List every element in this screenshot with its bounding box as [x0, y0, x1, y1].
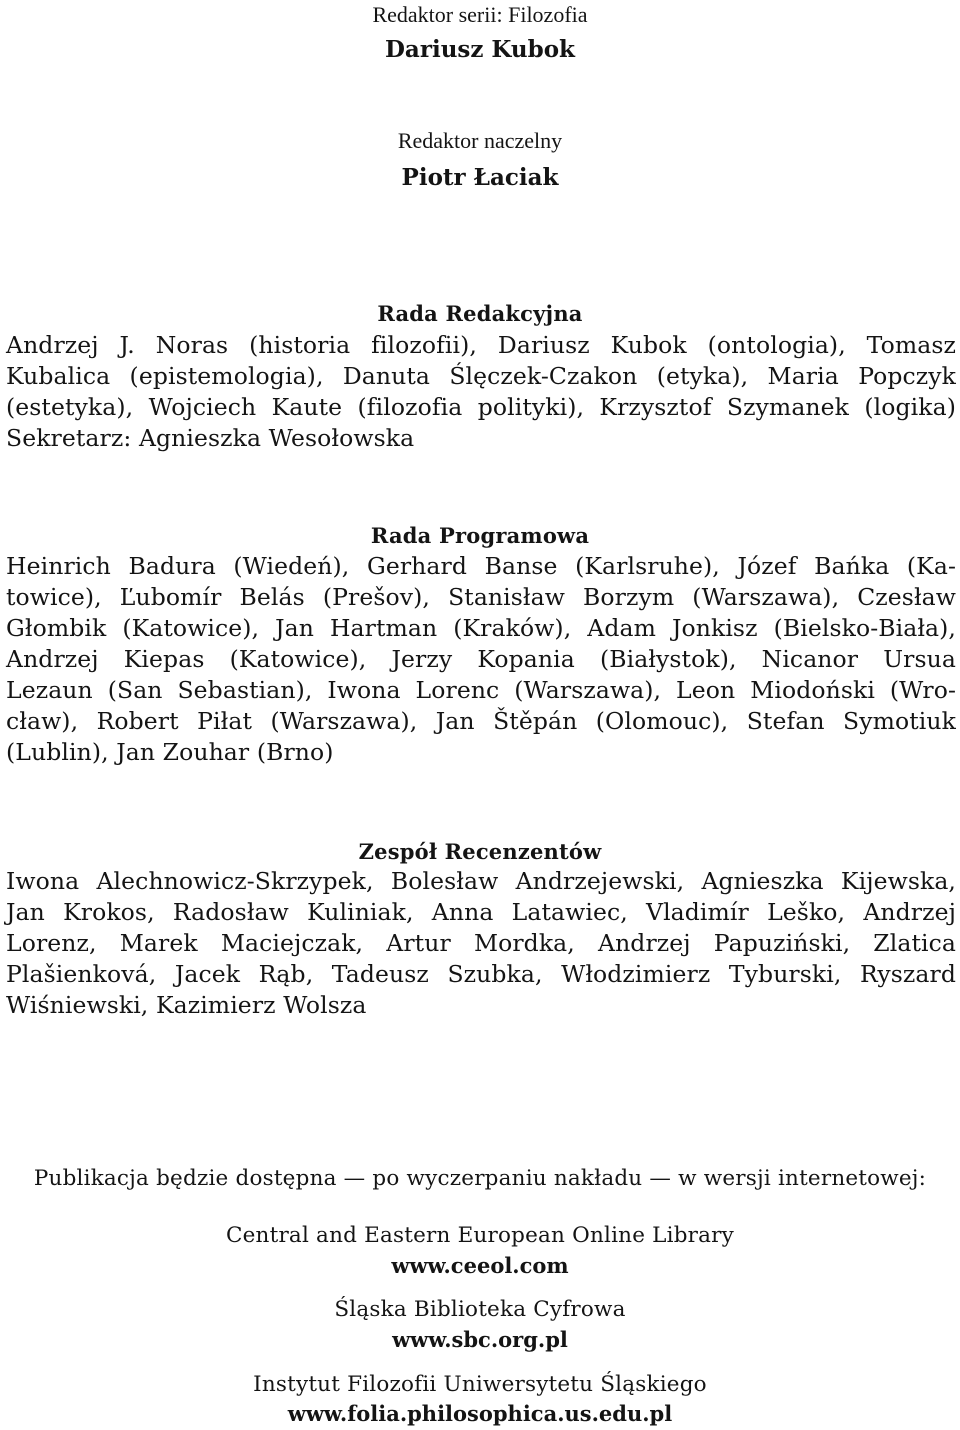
source-name-sbc: Śląska Biblioteka Cyfrowa	[334, 1297, 626, 1322]
editorial-board-line: (estetyka), Wojciech Kaute (filozofia polityki), Krzysztof Szymanek (logika)	[6, 393, 956, 421]
source-url-sbc[interactable]: www.sbc.org.pl	[392, 1327, 568, 1352]
program-board-line: Głombik (Katowice), Jan Hartman (Kraków), Adam Jonkisz (Bielsko-Biała),	[6, 614, 956, 642]
series-editor-label: Redaktor serii: Filozofia	[372, 2, 588, 27]
reviewers-line: Wiśniewski, Kazimierz Wolsza	[6, 991, 367, 1019]
program-board-line: (Lublin), Jan Zouhar (Brno)	[6, 738, 334, 766]
chief-editor-name: Piotr Łaciak	[401, 164, 559, 191]
source-name-ceeol: Central and Eastern European Online Library	[225, 1223, 734, 1248]
editorial-board-line: Andrzej J. Noras (historia filozofii), Dariusz Kubok (ontologia), Tomasz	[6, 331, 956, 359]
reviewers-line: Lorenz, Marek Maciejczak, Artur Mordka, Andrzej Papuziński, Zlatica	[6, 929, 956, 957]
series-editor-name: Dariusz Kubok	[384, 36, 575, 63]
editorial-board-members	[6, 330, 956, 454]
reviewers-line: Plašienková, Jacek Rąb, Tadeusz Szubka, Włodzimierz Tyburski, Ryszard	[6, 960, 956, 988]
program-board-members	[6, 551, 956, 768]
editorial-board-secretary: Sekretarz: Agnieszka Wesołowska	[6, 424, 415, 452]
program-board-line: Lezaun (San Sebastian), Iwona Lorenc (Warszawa), Leon Miodoński (Wro-	[6, 676, 956, 704]
source-url-institute[interactable]: www.folia.philosophica.us.edu.pl	[287, 1401, 673, 1426]
reviewers-line: Jan Krokos, Radosław Kuliniak, Anna Latawiec, Vladimír Leško, Andrzej	[6, 898, 956, 926]
source-url-ceeol[interactable]: www.ceeol.com	[391, 1253, 569, 1278]
program-board-heading: Rada Programowa	[370, 523, 590, 548]
source-name-institute: Instytut Filozofii Uniwersytetu Śląskiego	[253, 1372, 707, 1397]
program-board-line: Heinrich Badura (Wiedeń), Gerhard Banse (Karlsruhe), Józef Bańka (Ka-	[6, 552, 956, 580]
chief-editor-label: Redaktor naczelny	[397, 128, 563, 153]
editorial-board-heading: Rada Redakcyjna	[377, 301, 583, 326]
editorial-board-line: Kubalica (epistemologia), Danuta Ślęczek-Czakon (etyka), Maria Popczyk	[6, 362, 956, 390]
program-board-line: Andrzej Kiepas (Katowice), Jerzy Kopania (Białystok), Nicanor Ursua	[6, 645, 956, 673]
reviewers-members	[6, 866, 956, 1021]
program-board-line: cław), Robert Piłat (Warszawa), Jan Štěpán (Olomouc), Stefan Symotiuk	[6, 707, 956, 735]
program-board-line: towice), Ľubomír Belás (Prešov), Stanisław Borzym (Warszawa), Czesław	[6, 583, 956, 611]
availability-notice: Publikacja będzie dostępna — po wyczerpaniu nakładu — w wersji internetowej:	[33, 1166, 927, 1191]
reviewers-line: Iwona Alechnowicz-Skrzypek, Bolesław Andrzejewski, Agnieszka Kijewska,	[6, 867, 956, 895]
reviewers-heading: Zespół Recenzentów	[358, 839, 602, 864]
